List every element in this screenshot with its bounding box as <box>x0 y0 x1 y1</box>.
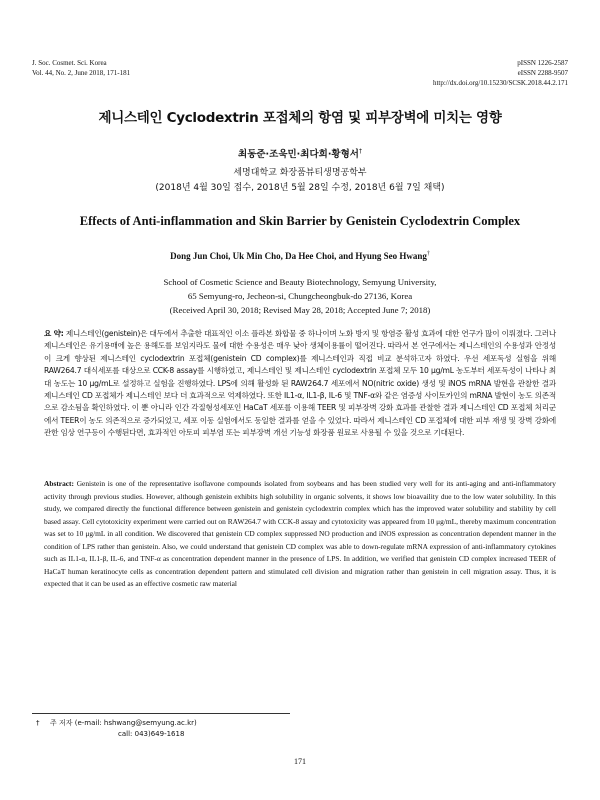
english-title: Effects of Anti-inflammation and Skin Barrier by Genistein Cyclodextrin Complex <box>79 214 521 228</box>
doi-link[interactable]: http://dx.doi.org/10.15230/SCSK.2018.44.2.171 <box>432 79 568 87</box>
korean-title: 제니스테인 Cyclodextrin 포접체의 항염 및 피부장벽에 미치는 영향 <box>98 110 502 126</box>
correspondence-email: 주 저자 (e-mail: hshwang@semyung.ac.kr) <box>50 719 197 727</box>
korean-affiliation-name: 세명대학교 화장품뷰티생명공학부 <box>233 168 367 178</box>
header-right <box>433 58 568 88</box>
english-abstract <box>44 478 556 591</box>
footnote-dagger: † <box>36 719 40 727</box>
korean-author-names: 최동준·조욱민·최다희·황형서 <box>238 149 359 160</box>
header-left <box>32 58 130 78</box>
korean-abstract-text: 제니스테인(genistein)은 대두에서 추출한 대표적인 이소 플라본 화합물 중 하나이며 노화 방지 및 항염증 활성 효과에 대한 연구가 많이 이뤄졌다. 그러나 제니스테인은 유기용매에 높은 용해도를 보임지라도 물에 대한 수용성은 매우 낮아 생체이용률이 떨어진다. 따라서 본 연구에서는 제니스테인의 수용성과 안정성이 크게 향상된 제니스테인 cyclodextrin 포접체(genistein CD complex)를 제니스테인과 직접 비교 분석하고자 하였다. 우선 세포독성 실험을 위해 RAW264.7 대식세포를 대상으로 CCK-8 assay를 시행하였고, 제니스테인 및 제니스테인 cyclodextrin 포접체 모두 10 μg/mL 농도부터 세포독성이 나타나 최대 농도는 10 μg/mL로 설정하고 실험을 진행하였다. LPS에 의해 활성화 된 RAW264.7 세포에서 NO(nitric oxide) 생성 및 iNOS mRNA 발현을 관찰한 결과 제니스테인 CD 포접체가 제니스테인 보다 더 효과적으로 억제하였다. 또한 IL1-α, IL1-β, IL-6 및 TNF-α와 같은 염증성 사이토카인의 mRNA 발현이 농도 의존적으로 감소됨을 확인하였다. 이 뿐 아니라 인간 각질형성세포인 HaCaT 세포를 이용해 TEER 및 피부장벽 강화 효과를 관찰한 결과 제니스테인 CD 포접체 처리군에서 TEER이 농도 의존적으로 증가되었고, 세포 이동 실험에서도 동일한 결과를 얻을 수 있었다. 따라서 제니스테인 CD 포접체에 대한 피부 재생 및 장벽 강화에 관한 임상 연구등이 수행된다면, 효과적인 아토피 피부염 또는 피부장벽 개선 기능성 화장품 원료로 사용될 수 있을 것으로 기대된다. <box>44 329 556 438</box>
english-author-names: Dong Jun Choi, Uk Min Cho, Da Hee Choi, and Hyung Seo Hwang <box>170 251 427 261</box>
english-abstract-text: Genistein is one of the representative isoflavone compounds isolated from soybeans and has been studied very well for its anti-aging and anti-inflammatory activity through previous studies. However, although genistein exhibits high solubility in organic solvents, it shows low bioavaility due to the low water solubility. In this study, we compared directly the functional difference between genistein and genistein cyclodextrin complex which has the improved water solubility and stability by cell based assay. Cell cytotoxicity experiment were carried out on RAW264.7 with CCK-8 assay and cytotoxicity was appeared from 10 μg/mL, thereby maximum concentration was set to 10 μg/mL in all condition. We discovered that genistein CD complex suppressed NO production and iNOS expression as concentration dependent manner in the condition of LPS rather than genistein. Also, we could understand that genistein CD complex was able to down-regulate mRNA expression of anti-inflammatory cytokines such as IL1-α, IL1-β, IL-6, and TNF-α as concentration dependent manner in the presence of LPS. In addition, we verified that genistein CD complex increased TEER of HaCaT human keratinocyte cells as concentration dependent pattern and stimulated cell division and migration rather than genistein in cell migration assay. Thus, it is expected that it can be used as an effective cosmetic raw material <box>44 479 556 588</box>
korean-abstract-label: 요 약: <box>44 329 64 338</box>
author-dagger: † <box>358 147 362 155</box>
english-affiliation-line1: School of Cosmetic Science and Beauty Biotechnology, Semyung University, <box>163 277 437 287</box>
korean-authors <box>0 146 600 160</box>
author-dagger-en: † <box>426 251 430 257</box>
english-authors <box>0 251 600 261</box>
english-affiliation-line2: 65 Semyung-ro, Jecheon-si, Chungcheongbuk-do 27136, Korea <box>187 291 413 301</box>
footnote-divider <box>32 713 290 714</box>
korean-abstract <box>44 328 556 440</box>
english-abstract-label: Abstract: <box>44 479 74 488</box>
page-number: 171 <box>294 757 306 766</box>
pissn: pISSN 1226-2587 <box>517 59 568 67</box>
volume-info: Vol. 44, No. 2, June 2018, 171-181 <box>32 69 131 77</box>
eissn: eISSN 2288-9507 <box>517 69 568 77</box>
english-affiliation <box>0 275 600 317</box>
korean-affiliation <box>0 166 600 196</box>
correspondence-footnote <box>36 718 197 740</box>
korean-dates: (2018년 4월 30일 접수, 2018년 5월 28일 수정, 2018년 6월 7일 채택) <box>155 183 445 193</box>
correspondence-phone: call: 043)649-1618 <box>118 730 185 738</box>
english-dates: (Received April 30, 2018; Revised May 28, 2018; Accepted June 7; 2018) <box>169 305 431 315</box>
journal-name: J. Soc. Cosmet. Sci. Korea <box>32 59 107 67</box>
